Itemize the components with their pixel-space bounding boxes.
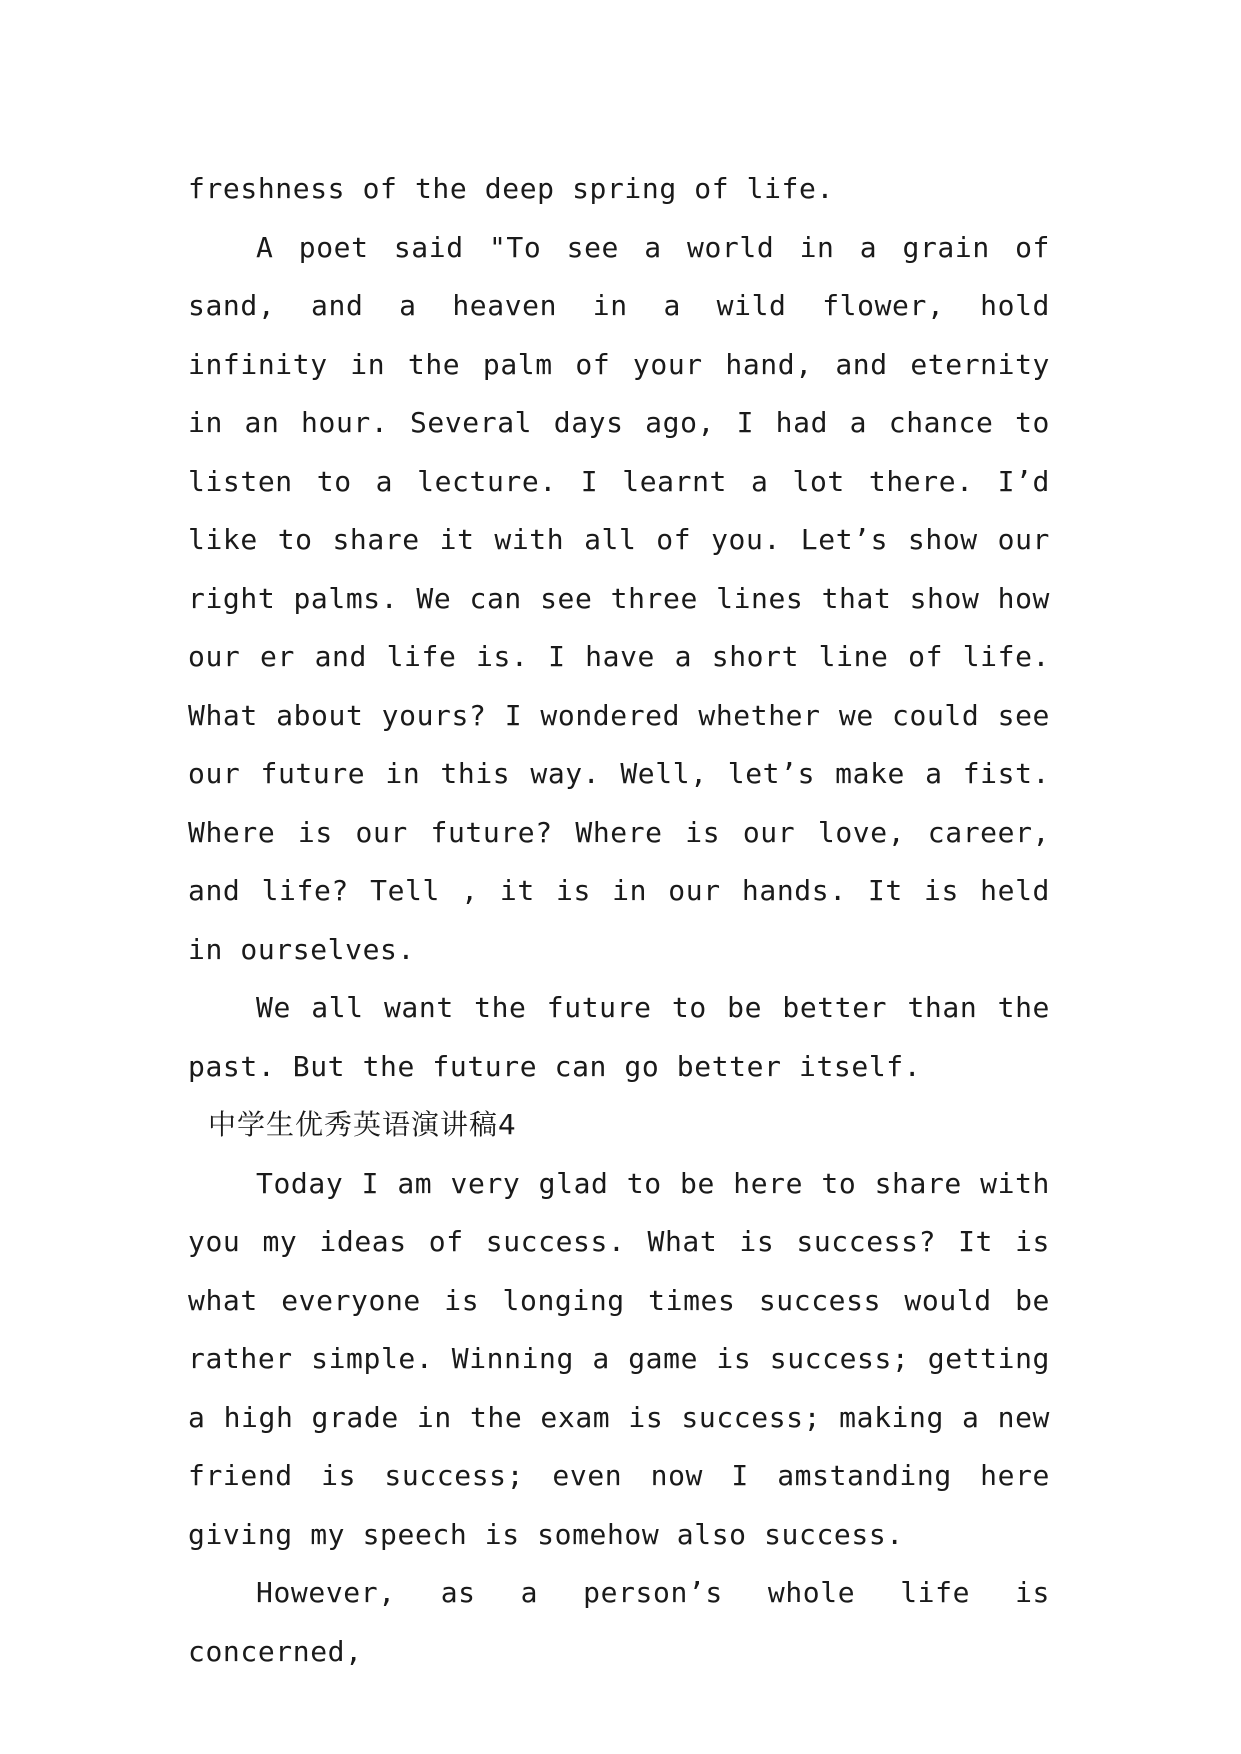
paragraph-however: However, as a person’s whole life is concerned, — [188, 1576, 1050, 1668]
section-heading: 中学生优秀英语演讲稿4 — [208, 1108, 517, 1141]
paragraph-continuation: freshness of the deep spring of life. — [188, 172, 834, 205]
paragraph-future: We all want the future to be better than the past. But the future can go better itself. — [188, 991, 1050, 1083]
paragraph-poet-quote: A poet said "To see a world in a grain of sand, and a heaven in a wild flower, hold infinity in the palm of your hand, and eternity in an hour. Several days ago, I had a chance to listen to a lecture. I learnt a lot there. I’d like to share it with all of you. Let’s show our right palms. We can see three lines that show how our er and life is. I have a short line of life. What about yours? I wondered whether we could see our future in this way. Well, let’s make a fist. Where is our future? Where is our love, career, and life? Tell , it is in our hands. It is held in ourselves. — [188, 230, 1050, 966]
paragraph-success: Today I am very glad to be here to share with you my ideas of success. What is success? It is what everyone is longing times success would be rather simple. Winning a game is success; getting a high grade in the exam is success; making a new friend is success; even now I amstanding here giving my speech is somehow also success. — [188, 1166, 1050, 1551]
document-body — [188, 160, 1050, 1681]
